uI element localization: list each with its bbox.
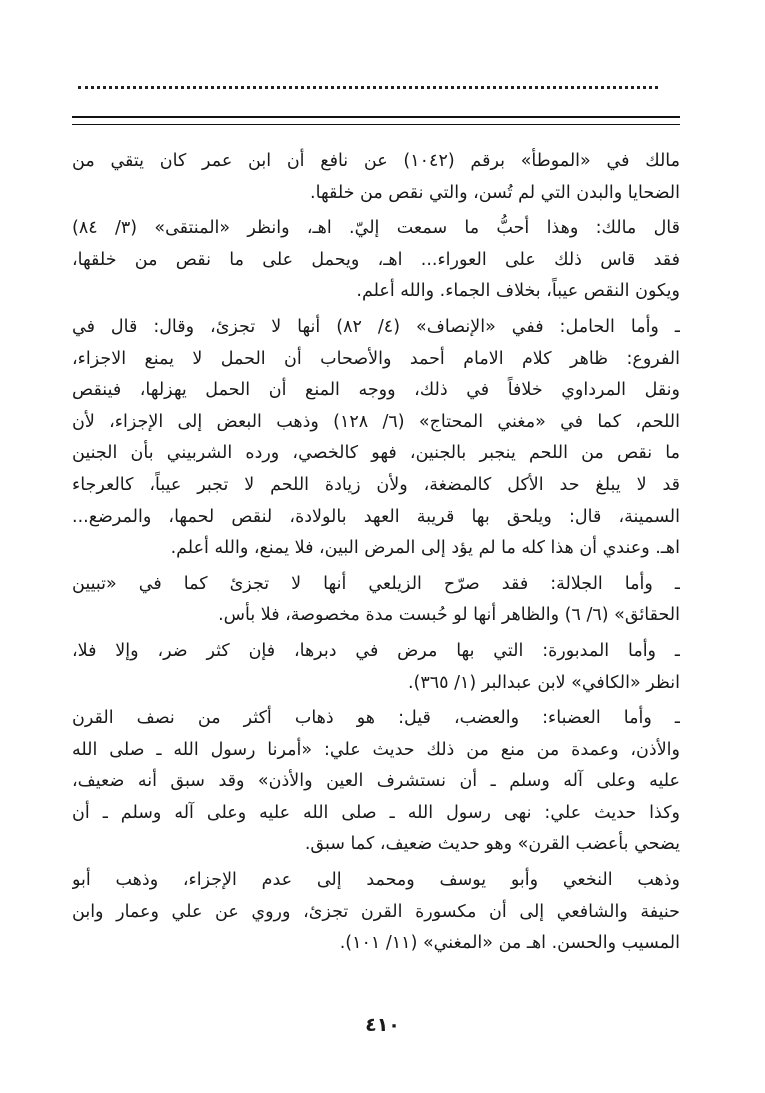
text-line: انظر «الكافي» لابن عبدالبر (١/ ٣٦٥). [407,672,680,693]
text-line: وكذا حديث علي: نهى رسول الله ـ صلى الله عليه وعلى آله وسلم ـ أن [72,802,680,823]
text-line: اللحم، كما في «مغني المحتاج» (٦/ ١٢٨) وذهب البعض إلى الإجزاء، لأن [72,411,680,432]
text-line: قد لا يبلغ حد الأكل كالمضغة، ولأن زيادة اللحم لا تجبر عيباً، كالعرجاء [72,474,680,495]
text-line: مالك في «الموطأ» برقم (١٠٤٢) عن نافع أن ابن عمر كان يتقي من [72,151,680,171]
text-line: حنيفة والشافعي إلى أن مكسورة القرن تجزئ، وروي عن علي وعمار وابن [72,901,680,922]
paragraph [72,213,680,308]
paragraph [72,146,680,209]
text-line: ويكون النقص عيباً، بخلاف الجماء. والله أعلم. [356,281,680,302]
text-line: عليه وعلى آله وسلم ـ أن نستشرف العين والأذن» وقد سبق أنه ضعيف، [72,771,680,792]
text-line: المسيب والحسن. اهـ من «المغني» (١١/ ١٠١). [339,933,680,954]
paragraph [72,865,680,960]
text-line: ما نقص من اللحم ينجبر بالجنين، فهو كالخصي، ورده الشربيني بأن الجنين [72,443,680,464]
text-line: ـ وأما الحامل: ففي «الإنصاف» (٤/ ٨٢) أنها لا تجزئ، وقال: قال في [72,316,680,337]
paragraph [72,312,680,565]
text-line: ـ وأما الجلالة: فقد صرّح الزيلعي أنها لا تجزئ كما في «تبيين [72,573,680,594]
text-line: اهـ. وعندي أن هذا كله ما لم يؤد إلى المرض البين، فلا يمنع، والله أعلم. [170,538,680,559]
header-rule-thick [72,116,680,118]
text-line: ـ وأما العضباء: والعضب، قيل: هو ذهاب أكثر من نصف القرن [72,708,680,729]
text-line: فقد قاس ذلك على العوراء... اهـ، ويحمل على ما نقص من خلقها، [72,249,680,270]
text-line: وذهب النخعي وأبو يوسف ومحمد إلى عدم الإجزاء، وذهب أبو [72,870,680,891]
text-line: قال مالك: وهذا أحبُّ ما سمعت إليّ. اهـ، وانظر «المنتقى» (٣/ ٨٤) [72,218,680,239]
paragraph [72,703,680,861]
text-line: الحقائق» (٦/ ٦) والظاهر أنها لو حُبست مدة مخصوصة، فلا بأس. [218,605,680,626]
text-line: الفروع: ظاهر كلام الامام أحمد والأصحاب أن الحمل لا يمنع الاجزاء، [72,348,680,369]
paragraph [72,569,680,632]
page-number: ٤١٠ [365,1014,400,1036]
text-line: يضحي بأعضب القرن» وهو حديث ضعيف، كما سبق. [304,834,680,855]
text-line: والأذن، وعمدة من منع من ذلك حديث علي: «أمرنا رسول الله ـ صلى الله [72,739,680,760]
text-line: ونقل المرداوي خلافاً في ذلك، ووجه المنع أن الحمل يهزلها، فينقص [72,380,680,401]
text-line: ـ وأما المدبورة: التي بها مرض في دبرها، فإن كثر ضر، وإلا فلا، [72,640,680,661]
header-rule-thin [72,124,680,125]
paragraph [72,636,680,699]
header-dotted-line [78,86,658,89]
page-body-text [72,146,680,960]
text-line: السمينة، قال: ويلحق بها قريبة العهد بالولادة، لنقص لحمها، والمرضع... [72,506,680,527]
text-line: الضحايا والبدن التي لم تُسن، والتي نقص من خلقها. [310,182,680,203]
